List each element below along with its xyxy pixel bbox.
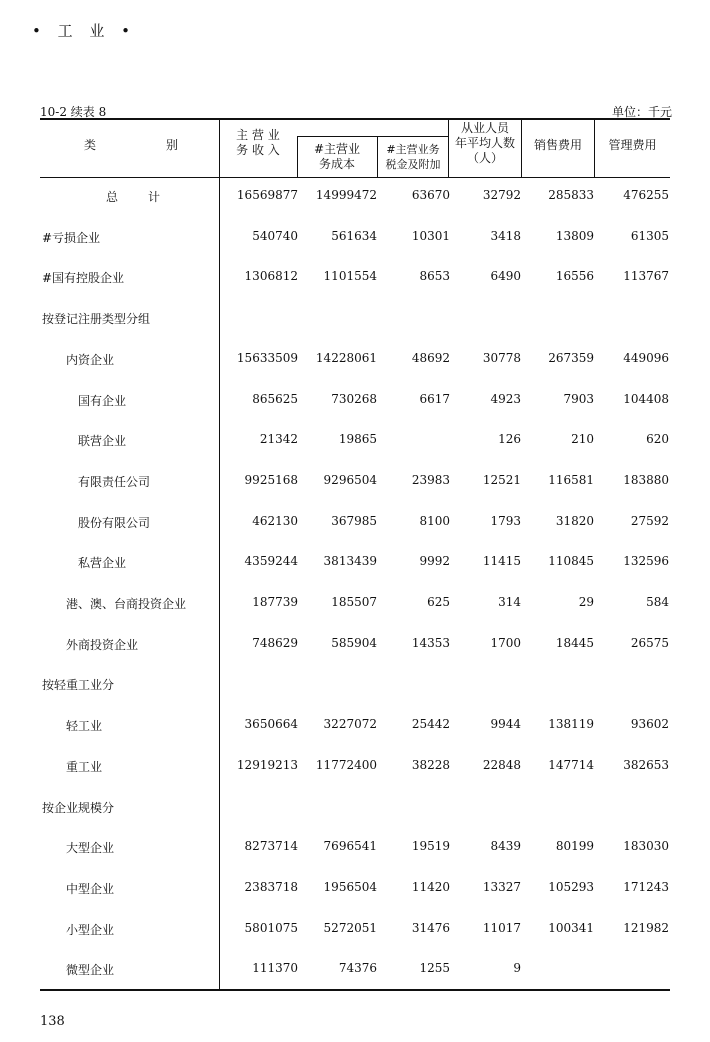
row-label: 大型企业 [66, 841, 115, 856]
header-employees: 从业人员 年平均人数 （人） [454, 121, 515, 165]
cell-value: 8273714 [244, 839, 298, 854]
cell-value: 267359 [548, 350, 594, 365]
row-label: 总 计 [106, 190, 163, 204]
cell-value: 7903 [563, 391, 594, 406]
cell-value: 314 [498, 595, 521, 609]
row-label: 微型企业 [66, 963, 115, 978]
row-label: 联营企业 [78, 434, 127, 449]
cell-value: 10301 [411, 228, 450, 243]
cell-value: 104408 [623, 391, 669, 406]
cell-value: 100341 [548, 920, 594, 935]
header-revenue: 主 营 业 务 收 入 [236, 128, 280, 157]
cell-value: 30778 [482, 350, 521, 365]
row-label: #国有控股企业 [42, 271, 125, 286]
cell-value: 9296504 [323, 472, 377, 487]
row-label: 按企业规模分 [42, 800, 115, 815]
cell-value: 132596 [623, 554, 669, 569]
row-label: #亏损企业 [42, 230, 101, 245]
table-row [40, 595, 670, 615]
cell-value: 12919213 [236, 757, 298, 772]
row-label: 中型企业 [66, 881, 115, 896]
cell-value: 31820 [555, 513, 594, 528]
cell-value: 13809 [555, 228, 594, 243]
row-label: 小型企业 [66, 922, 115, 937]
cell-value: 8100 [419, 513, 450, 528]
cell-value: 25442 [411, 717, 450, 732]
cell-value: 540740 [252, 228, 298, 243]
cell-value: 9 [513, 961, 521, 976]
table-row [40, 473, 670, 493]
cell-value: 110845 [548, 554, 594, 569]
table-row [40, 514, 670, 534]
table-row [40, 676, 670, 696]
row-label: 按轻重工业分 [42, 678, 115, 693]
cell-value: 5272051 [323, 920, 377, 935]
cell-value: 7696541 [323, 839, 377, 854]
table-row [40, 392, 670, 412]
cell-value: 585904 [331, 635, 377, 650]
section-title: • 工 业 • [32, 22, 136, 40]
header-category-b: 别 [165, 138, 178, 152]
row-label: 私营企业 [78, 556, 127, 571]
table-row [40, 432, 670, 452]
cell-value: 5801075 [244, 920, 298, 935]
table-row [40, 880, 670, 900]
cell-value: 19865 [338, 432, 377, 447]
header-cost: #主营业 务成本 [313, 142, 361, 171]
cell-value: 18445 [555, 635, 594, 650]
cell-value: 865625 [252, 391, 298, 406]
cell-value: 1793 [490, 513, 521, 528]
table-row [40, 758, 670, 778]
cell-value: 31476 [411, 920, 450, 935]
cell-value: 4359244 [244, 554, 298, 569]
cell-value: 367985 [331, 513, 377, 528]
cell-value: 8439 [490, 839, 521, 854]
cell-value: 730268 [331, 391, 377, 406]
unit-label: 单位：千元 [611, 105, 672, 119]
table-row [40, 188, 670, 208]
subheader-rule [297, 136, 448, 137]
cell-value: 185507 [331, 595, 377, 609]
row-label: 国有企业 [78, 393, 127, 408]
row-label: 股份有限公司 [78, 515, 151, 530]
cell-value: 584 [646, 595, 669, 609]
cell-value: 462130 [252, 513, 298, 528]
cell-value: 11415 [482, 554, 521, 569]
cell-value: 748629 [252, 635, 298, 650]
cell-value: 625 [427, 595, 450, 609]
cell-value: 11420 [411, 879, 450, 894]
cell-value: 187739 [252, 595, 298, 609]
table-bottom-rule [40, 989, 670, 991]
cell-value: 3813439 [323, 554, 377, 569]
cell-value: 561634 [331, 228, 377, 243]
cell-value: 13327 [482, 879, 521, 894]
cell-value: 3650664 [244, 717, 298, 732]
table-top-rule [40, 118, 670, 120]
cell-value: 6490 [490, 269, 521, 284]
table-row [40, 310, 670, 330]
row-label: 港、澳、台商投资企业 [66, 597, 187, 611]
header-sales-expense: 销售费用 [533, 138, 582, 152]
cell-value: 1956504 [323, 879, 377, 894]
cell-value: 171243 [623, 879, 669, 894]
cell-value: 1101554 [323, 269, 377, 284]
cell-value: 11017 [482, 920, 521, 935]
row-label: 轻工业 [66, 719, 103, 734]
row-label: 重工业 [66, 759, 103, 774]
cell-value: 105293 [548, 879, 594, 894]
table-row [40, 839, 670, 859]
cell-value: 27592 [630, 513, 669, 528]
cell-value: 63670 [411, 188, 450, 202]
table-id: 10-2 续表 8 [40, 105, 107, 119]
cell-value: 1700 [490, 635, 521, 650]
cell-value: 12521 [482, 472, 521, 487]
cell-value: 9925168 [244, 472, 298, 487]
cell-value: 93602 [630, 717, 669, 732]
cell-value: 113767 [623, 269, 669, 284]
cell-value: 14999472 [315, 188, 377, 202]
table-row [40, 351, 670, 371]
cell-value: 1255 [419, 961, 450, 976]
table-row [40, 799, 670, 819]
row-label: 按登记注册类型分组 [42, 312, 151, 327]
table-row [40, 554, 670, 574]
table-row [40, 636, 670, 656]
table-row [40, 269, 670, 289]
cell-value: 183030 [623, 839, 669, 854]
cell-value: 16556 [555, 269, 594, 284]
cell-value: 620 [646, 432, 669, 447]
cell-value: 19519 [411, 839, 450, 854]
row-label: 内资企业 [66, 352, 115, 367]
row-label: 外商投资企业 [66, 637, 139, 652]
header-tax: #主营业务 税金及附加 [385, 143, 441, 171]
table-row [40, 229, 670, 249]
cell-value: 111370 [252, 961, 298, 976]
cell-value: 8653 [419, 269, 450, 284]
cell-value: 61305 [630, 228, 669, 243]
cell-value: 147714 [548, 757, 594, 772]
cell-value: 138119 [548, 717, 594, 732]
cell-value: 38228 [411, 757, 450, 772]
table-row [40, 921, 670, 941]
cell-value: 23983 [411, 472, 450, 487]
cell-value: 2383718 [244, 879, 298, 894]
cell-value: 29 [578, 595, 594, 609]
header-admin-expense: 管理费用 [608, 138, 657, 152]
cell-value: 26575 [630, 635, 669, 650]
row-label: 有限责任公司 [78, 474, 151, 489]
cell-value: 16569877 [236, 188, 298, 202]
cell-value: 9944 [490, 717, 521, 732]
cell-value: 15633509 [236, 350, 298, 365]
cell-value: 4923 [490, 391, 521, 406]
page-number: 138 [40, 1014, 65, 1029]
cell-value: 3227072 [323, 717, 377, 732]
cell-value: 449096 [623, 350, 669, 365]
cell-value: 476255 [623, 188, 669, 202]
cell-value: 32792 [482, 188, 521, 202]
cell-value: 14228061 [315, 350, 377, 365]
header-category-a: 类 [83, 138, 96, 152]
cell-value: 48692 [411, 350, 450, 365]
cell-value: 11772400 [315, 757, 377, 772]
cell-value: 74376 [338, 961, 377, 976]
cell-value: 121982 [623, 920, 669, 935]
cell-value: 22848 [482, 757, 521, 772]
cell-value: 21342 [259, 432, 298, 447]
cell-value: 9992 [419, 554, 450, 569]
table-row [40, 961, 670, 981]
cell-value: 116581 [548, 472, 594, 487]
header-bottom-rule [40, 177, 670, 178]
cell-value: 14353 [411, 635, 450, 650]
table-row [40, 717, 670, 737]
column-divider [297, 136, 298, 177]
cell-value: 183880 [623, 472, 669, 487]
cell-value: 3418 [490, 228, 521, 243]
cell-value: 6617 [419, 391, 450, 406]
cell-value: 1306812 [244, 269, 298, 284]
cell-value: 126 [498, 432, 521, 447]
cell-value: 285833 [548, 188, 594, 202]
cell-value: 210 [571, 432, 594, 447]
cell-value: 80199 [555, 839, 594, 854]
cell-value: 382653 [623, 757, 669, 772]
